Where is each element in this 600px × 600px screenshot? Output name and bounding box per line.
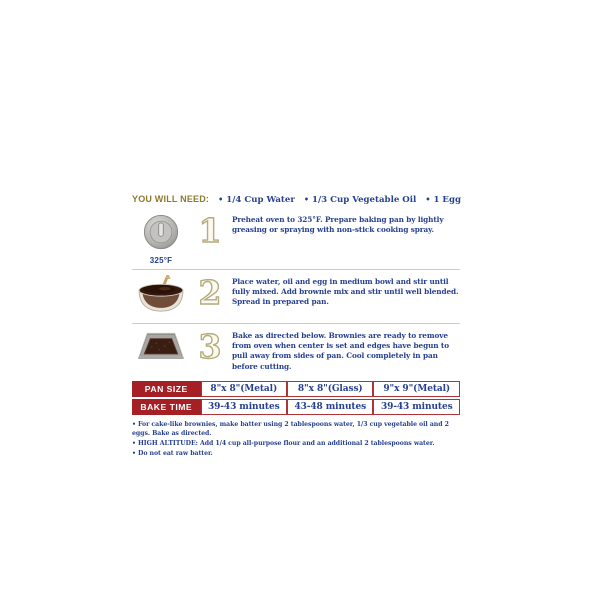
baking-pan-icon: [136, 329, 186, 369]
oven-dial-icon: [142, 213, 180, 255]
step-number-3: 3: [198, 327, 222, 366]
table-row-bake-time: [132, 399, 460, 415]
step-row-3: [132, 328, 460, 372]
footnote-raw-batter: • Do not eat raw batter.: [132, 449, 213, 457]
ingredient-label: 1/3 Cup Vegetable Oil: [312, 195, 417, 205]
step-row-2: [132, 274, 460, 319]
step-3-icon-column: [132, 328, 190, 369]
you-will-need-row: [132, 194, 460, 205]
oven-temp-label: 325°F: [149, 256, 173, 265]
table-row-pan-size: [132, 381, 460, 397]
footnote-cake-like: • For cake-like brownies, make batter using 2 tablespoons water, 1/3 cup vegetable oil and 2 eggs. Bake as directed.: [132, 420, 449, 438]
step-number-2: 2: [198, 273, 222, 312]
divider: [132, 269, 460, 270]
bullet-icon: •: [303, 194, 310, 204]
bullet-icon: •: [425, 194, 431, 204]
ingredient-label: 1/4 Cup Water: [226, 195, 295, 205]
step-row-1: [132, 212, 460, 265]
step-1-instruction: Preheat oven to 325°F. Prepare baking pan by lightly greasing or spraying with non-stick cooking spray.: [232, 215, 444, 235]
bake-time-cell: 43-48 minutes: [287, 399, 373, 415]
you-will-need-label: YOU WILL NEED:: [132, 194, 210, 204]
pan-size-cell: 8"x 8"(Glass): [287, 381, 373, 397]
pan-size-cell: 8"x 8"(Metal): [201, 381, 287, 397]
footnote-high-altitude: • HIGH ALTITUDE: Add 1/4 cup all-purpose flour and an additional 2 tablespoons water.: [132, 440, 435, 448]
mixing-bowl-icon: [136, 275, 186, 319]
pan-size-cell: 9"x 9"(Metal): [373, 381, 460, 397]
step-3-instruction: Bake as directed below. Brownies are ready to remove from oven when center is set and edges have begun to pull away from sides of pan. Cool completely in pan before cutting.: [232, 331, 449, 371]
bake-time-cell: 39-43 minutes: [373, 399, 460, 415]
ingredient-label: 1 Egg: [433, 195, 461, 205]
step-2-instruction: Place water, oil and egg in medium bowl and stir until fully mixed. Add brownie mix and stir until well blended. Spread in prepared pan.: [232, 277, 459, 307]
bake-time-cell: 39-43 minutes: [201, 399, 287, 415]
step-number-1: 1: [198, 211, 222, 250]
ingredient-item-oil: [304, 194, 416, 205]
pan-size-header: PAN SIZE: [132, 381, 201, 397]
divider: [132, 323, 460, 324]
bake-time-table: [132, 379, 460, 417]
bake-time-header: BAKE TIME: [132, 399, 201, 415]
step-2-icon-column: [132, 274, 190, 319]
footnotes: [132, 420, 460, 458]
ingredient-item-water: [218, 194, 295, 205]
baking-directions-panel: [132, 194, 460, 458]
ingredient-item-egg: [425, 194, 461, 205]
step-1-icon-column: [132, 212, 190, 265]
bullet-icon: •: [218, 194, 224, 204]
